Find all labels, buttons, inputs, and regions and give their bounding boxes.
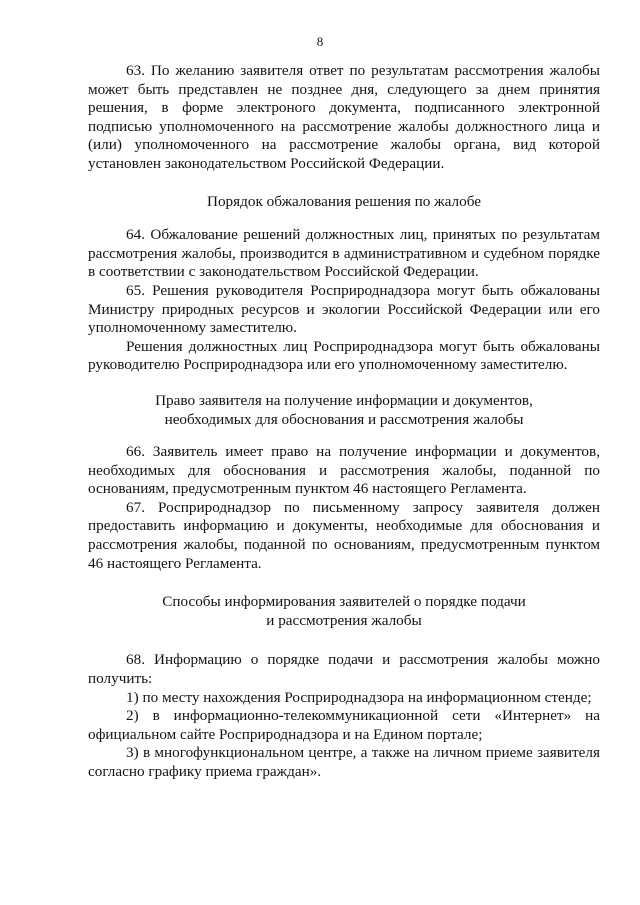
paragraph-64: 64. Обжалование решений должностных лиц, принятых по результатам рассмотрения жалобы, производится в административном и судебном порядке в соответствии с законодательством Российской Федерации. (88, 226, 600, 281)
list-item: 2) в информационно-телекоммуникационной сети «Интернет» на официальном сайте Росприроднадзора и на Едином портале; (88, 707, 600, 743)
section-heading-right-to-information (88, 392, 600, 429)
paragraph-68: 68. Информацию о порядке подачи и рассмотрения жалобы можно получить: (88, 651, 600, 688)
heading-line: Право заявителя на получение информации и документов, (155, 391, 533, 409)
heading-line: и рассмотрения жалобы (266, 611, 422, 629)
paragraph-66: 66. Заявитель имеет право на получение информации и документов, необходимых для обоснования и рассмотрения жалобы, поданной по основаниям, предусмотренным пунктом 46 настоящего Регламента. (88, 443, 600, 498)
heading-line: Порядок обжалования решения по жалобе (206, 192, 481, 210)
page-number: 8 (316, 34, 324, 49)
section-heading-informing-methods (88, 593, 600, 630)
list-item: 1) по месту нахождения Росприроднадзора на информационном стенде; (126, 688, 592, 706)
heading-line: необходимых для обоснования и рассмотрения жалобы (164, 410, 524, 428)
paragraph-65: 65. Решения руководителя Росприроднадзора могут быть обжалованы Министру природных ресурсов и экологии Российской Федерации или его уполномоченному заместителю. (88, 281, 600, 337)
heading-line: Способы информирования заявителей о порядке подачи (162, 593, 526, 611)
paragraph-67: 67. Росприроднадзор по письменному запросу заявителя должен предоставить информацию и документы, необходимые для обоснования и рассмотрения жалобы, поданной по основаниям, предусмотренным пунктом 46 настоящего Регламента. (88, 498, 600, 572)
section-heading-appeal-procedure (88, 193, 600, 212)
paragraph-63: 63. По желанию заявителя ответ по результатам рассмотрения жалобы может быть представлен не позднее дня, следующего за днем принятия решения, в форме электроного документа, подписанного электронной подписью уполномоченного на рассмотрение жалобы должностного лица и (или) уполномоченного на рассмотрение жалобы органа, вид которой установлен законодательством Российской Федерации. (88, 62, 600, 172)
list-item: 3) в многофункциональном центре, а также на личном приеме заявителя согласно графику приема граждан». (88, 744, 600, 780)
paragraph-65-continued: Решения должностных лиц Росприроднадзора могут быть обжалованы руководителю Росприроднадзора или его уполномоченному заместителю. (88, 337, 600, 374)
document-body (88, 62, 600, 782)
